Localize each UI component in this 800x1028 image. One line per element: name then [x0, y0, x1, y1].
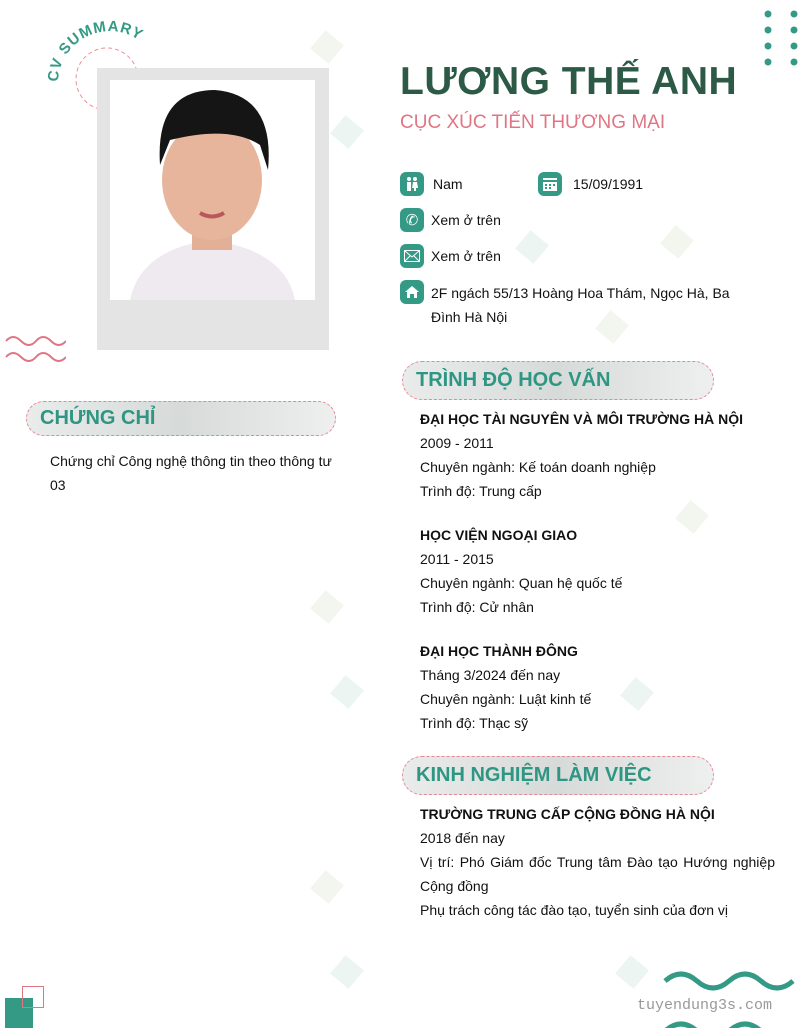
- dots-decoration: [760, 8, 800, 78]
- section-header-experience: KINH NGHIỆM LÀM VIỆC: [402, 756, 714, 795]
- phone-icon: ✆: [400, 208, 424, 232]
- decor-square: [330, 955, 364, 989]
- decor-square: [515, 230, 549, 264]
- corner-square-outline: [22, 986, 44, 1008]
- certificate-item: Chứng chỉ Công nghệ thông tin theo thông tư 03: [50, 453, 332, 493]
- section-header-education: TRÌNH ĐỘ HỌC VẤN: [402, 361, 714, 400]
- decor-square: [330, 115, 364, 149]
- decor-square: [310, 870, 344, 904]
- school-name: ĐẠI HỌC THÀNH ĐÔNG: [420, 643, 578, 659]
- education-entry: [420, 407, 775, 503]
- organization: CỤC XÚC TIẾN THƯƠNG MẠI: [400, 112, 666, 133]
- decor-square: [310, 30, 344, 64]
- photo-frame: [97, 68, 329, 350]
- major: Chuyên ngành: Kế toán doanh nghiệp: [420, 459, 656, 475]
- gender-value: Nam: [433, 176, 463, 192]
- decor-square: [330, 675, 364, 709]
- experience-entry: [420, 802, 775, 922]
- wave-decoration: [4, 333, 66, 365]
- decor-square: [615, 955, 649, 989]
- section-header-certificates: CHỨNG CHỈ: [26, 401, 336, 436]
- email-icon: [400, 244, 424, 268]
- svg-text:CV SUMMARY: CV SUMMARY: [44, 20, 147, 83]
- level: Trình độ: Trung cấp: [420, 483, 542, 499]
- period: Tháng 3/2024 đến nay: [420, 667, 561, 683]
- period: 2011 - 2015: [420, 551, 494, 567]
- education-entry: [420, 523, 775, 619]
- level: Trình độ: Cử nhân: [420, 599, 534, 615]
- profile-photo: [110, 80, 315, 300]
- position: Vị trí: Phó Giám đốc Trung tâm Đào tạo Hướng nghiệp Cộng đồng: [420, 854, 775, 894]
- home-icon: [400, 280, 424, 304]
- major: Chuyên ngành: Luật kinh tế: [420, 691, 592, 707]
- gender-icon: [400, 172, 424, 196]
- watermark: tuyendung3s.com: [637, 997, 773, 1014]
- calendar-icon: [538, 172, 562, 196]
- candidate-name: LƯƠNG THẾ ANH: [400, 60, 738, 103]
- duty: Phụ trách công tác đào tạo, tuyển sinh của đơn vị: [420, 902, 729, 918]
- birthday-value: 15/09/1991: [573, 176, 644, 192]
- major: Chuyên ngành: Quan hệ quốc tế: [420, 575, 623, 591]
- email-value: Xem ở trên: [431, 248, 501, 264]
- school-name: ĐẠI HỌC TÀI NGUYÊN VÀ MÔI TRƯỜNG HÀ NỘI: [420, 411, 744, 427]
- period: 2009 - 2011: [420, 435, 494, 451]
- decor-square: [310, 590, 344, 624]
- address-value: 2F ngách 55/13 Hoàng Hoa Thám, Ngọc Hà, Ba Đình Hà Nội: [431, 285, 730, 325]
- period: 2018 đến nay: [420, 830, 505, 846]
- level: Trình độ: Thạc sỹ: [420, 715, 529, 731]
- company-name: TRƯỜNG TRUNG CẤP CỘNG ĐỒNG HÀ NỘI: [420, 806, 715, 822]
- decor-square: [660, 225, 694, 259]
- school-name: HỌC VIỆN NGOẠI GIAO: [420, 527, 578, 543]
- phone-value: Xem ở trên: [431, 212, 501, 228]
- education-entry: [420, 639, 775, 735]
